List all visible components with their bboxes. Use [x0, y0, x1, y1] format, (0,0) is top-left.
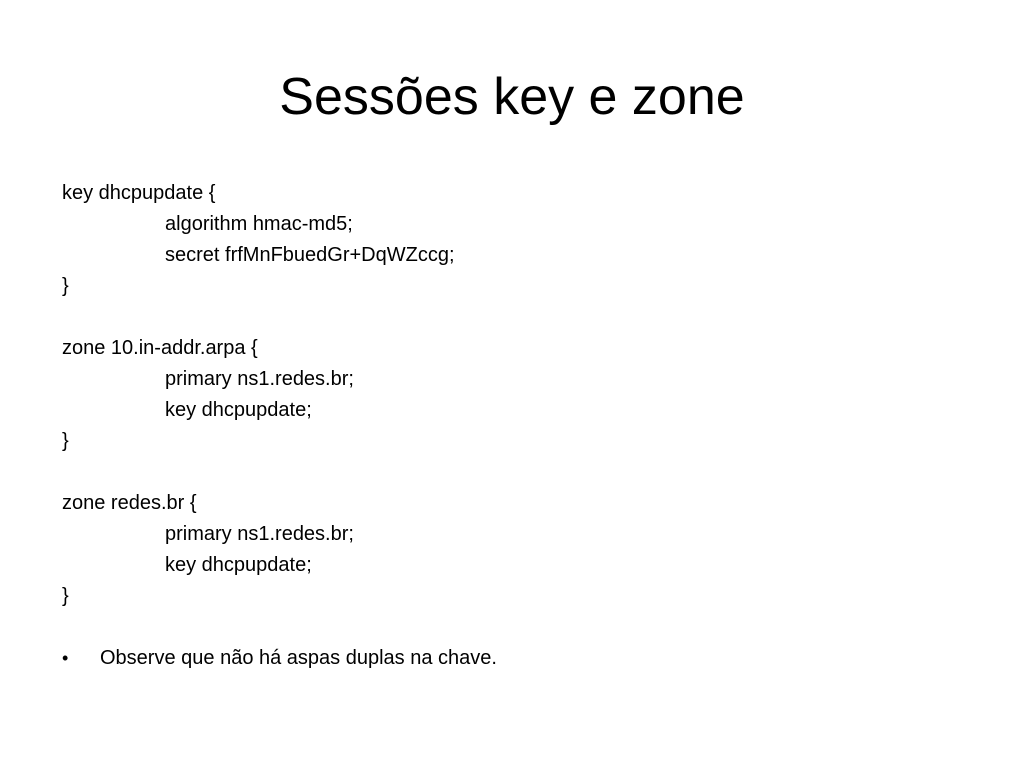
code-line-zone-reverse-key: key dhcpupdate;	[165, 399, 312, 421]
code-line-zone-reverse-open: zone 10.in-addr.arpa {	[62, 337, 258, 359]
slide-title: Sessões key e zone	[279, 68, 745, 126]
slide-body	[62, 178, 962, 674]
bullet-icon: •	[62, 648, 69, 668]
code-line-zone-forward-open: zone redes.br {	[62, 492, 197, 514]
spacer	[62, 612, 962, 643]
bullet-text: Observe que não há aspas duplas na chave.	[100, 647, 497, 669]
spacer	[62, 457, 962, 488]
bullet-item	[62, 643, 962, 674]
code-line-secret: secret frfMnFbuedGr+DqWZccg;	[165, 244, 455, 266]
code-line-algorithm: algorithm hmac-md5;	[165, 213, 353, 235]
code-line-key-close: }	[62, 275, 69, 297]
spacer	[62, 302, 962, 333]
code-line-key-open: key dhcpupdate {	[62, 182, 216, 204]
code-line-zone-forward-primary: primary ns1.redes.br;	[165, 523, 354, 545]
code-line-zone-forward-key: key dhcpupdate;	[165, 554, 312, 576]
code-line-zone-forward-close: }	[62, 585, 69, 607]
code-line-zone-reverse-primary: primary ns1.redes.br;	[165, 368, 354, 390]
code-line-zone-reverse-close: }	[62, 430, 69, 452]
